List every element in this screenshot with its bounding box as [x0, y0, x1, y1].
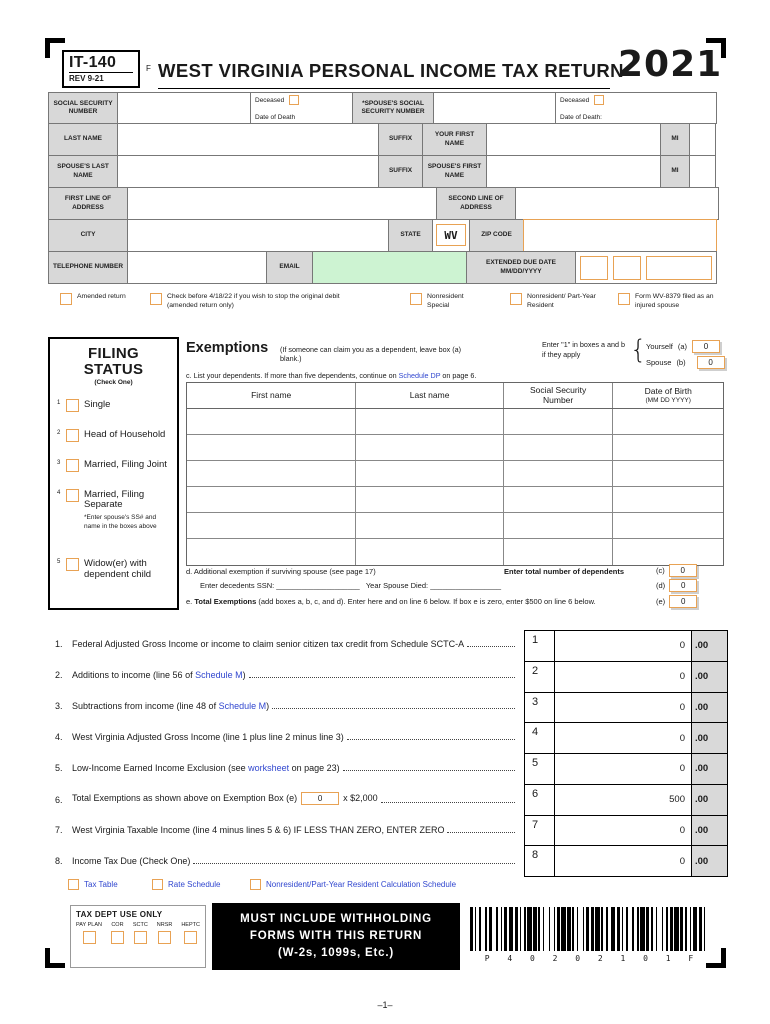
a-tag: (a) — [677, 342, 687, 351]
filing-status-subtitle: (Check One) — [94, 378, 133, 386]
dependent-row — [187, 487, 723, 513]
dependent-row — [187, 461, 723, 487]
yourself-label: Yourself — [646, 342, 673, 351]
ssn-label: SOCIAL SECURITY NUMBER — [48, 92, 118, 124]
deceased-cell — [250, 92, 353, 124]
dep-first-name-input[interactable] — [187, 539, 356, 565]
contact-row — [48, 252, 722, 284]
amended-return-checkbox[interactable] — [60, 293, 72, 305]
exemption-c-input[interactable]: 0 — [669, 564, 697, 577]
line-2: 2. Additions to income (line 56 of Schedule M) — [55, 670, 518, 680]
cor-checkbox[interactable] — [111, 931, 124, 944]
state-input[interactable]: WV — [436, 224, 466, 246]
last-name-input[interactable] — [117, 123, 379, 156]
line-1: 1. Federal Adjusted Gross Income or income to claim senior citizen tax credit from Schedule SCTC-A — [55, 639, 518, 649]
married-separate-note: *Enter spouse's SS# and name in the boxes above — [84, 514, 157, 531]
line4-amount[interactable]: 0 — [679, 732, 685, 744]
exemption-b-input[interactable]: 0 — [697, 356, 725, 369]
flag-nonresident-special — [410, 292, 486, 310]
dep-ssn-input[interactable] — [504, 435, 614, 460]
spouse-label: Spouse — [646, 358, 672, 367]
line6-amount[interactable]: 500 — [669, 794, 685, 806]
flag-injured-spouse — [618, 292, 720, 310]
spouse-name-row — [48, 156, 722, 188]
line6-exemption-count-input[interactable]: 0 — [301, 792, 339, 805]
amount-row-8: 8 0 .00 — [525, 846, 727, 876]
col-ssn: Social Security Number — [504, 383, 614, 408]
line-3: 3. Subtractions from income (line 48 of Schedule M) — [55, 701, 518, 711]
barcode-digits: P 4 0 2 0 2 1 0 1 F — [484, 954, 694, 963]
single-checkbox[interactable] — [66, 399, 79, 412]
page-title: WEST VIRGINIA PERSONAL INCOME TAX RETURN — [158, 60, 610, 89]
amount-row-3: 3 0 .00 — [525, 693, 727, 724]
filing-option-head-of-household: 2 Head of Household — [57, 428, 166, 440]
address1-label: FIRST LINE OF ADDRESS — [48, 187, 128, 220]
dep-dob-input[interactable] — [613, 487, 723, 512]
dependents-total-label: Enter total number of dependents — [504, 567, 625, 576]
rate-schedule-option: Rate Schedule — [152, 879, 220, 890]
dep-ssn-input[interactable] — [504, 513, 614, 538]
exemptions-title: Exemptions — [186, 340, 269, 356]
address1-input[interactable] — [127, 187, 437, 220]
spouse-deceased-label: Deceased — [560, 96, 590, 104]
injured-spouse-checkbox[interactable] — [618, 293, 630, 305]
spouse-date-of-death-label: Date of Death: — [560, 114, 602, 121]
col-last-name: Last name — [356, 383, 503, 408]
flag-label: Form WV-8379 filed as an injured spouse — [635, 293, 714, 310]
amount-row-7: 7 0 .00 — [525, 816, 727, 847]
email-label: EMAIL — [266, 251, 313, 284]
dep-ssn-input[interactable] — [504, 461, 614, 486]
rate-schedule-checkbox[interactable] — [152, 879, 163, 890]
address2-input[interactable] — [515, 187, 719, 220]
telephone-label: TELEPHONE NUMBER — [48, 251, 128, 284]
exemption-e-input[interactable]: 0 — [669, 595, 697, 608]
exemption-a-input[interactable]: 0 — [692, 340, 720, 353]
line-6: 6. Total Exemptions as shown above on Exemption Box (e) 0 x $2,000 — [55, 792, 518, 805]
schedule-m-link[interactable]: Schedule M — [218, 701, 267, 711]
line5-amount[interactable]: 0 — [679, 763, 685, 775]
b-tag: (b) — [676, 358, 686, 367]
extended-year-input[interactable] — [646, 256, 712, 280]
dependent-row — [187, 435, 723, 461]
extended-due-date-label: EXTENDED DUE DATE MM/DD/YYYY — [466, 251, 576, 284]
form-id: IT-140 — [69, 54, 117, 71]
tax-year: 2021 — [618, 44, 723, 85]
exemption-d-input[interactable]: 0 — [669, 579, 697, 592]
page-number: –1– — [377, 1000, 393, 1010]
married-separate-checkbox[interactable] — [66, 489, 79, 502]
spouse-mi-input[interactable] — [689, 155, 716, 188]
line8-amount[interactable]: 0 — [679, 855, 685, 867]
dep-first-name-input[interactable] — [187, 435, 356, 460]
sctc-checkbox[interactable] — [134, 931, 147, 944]
spouse-last-name-input[interactable] — [117, 155, 379, 188]
brace-glyph: { — [630, 335, 647, 365]
ssn-input[interactable] — [117, 92, 251, 124]
flag-label: Nonresident Special — [427, 293, 464, 310]
dependents-instruction: c. List your dependents. If more than five dependents, continue on Schedule DP on page 6. — [186, 371, 477, 380]
city-label: CITY — [48, 219, 128, 252]
spouse-row — [646, 356, 725, 369]
decedent-ssn-line: Enter decedents SSN: ____________________ Year Spouse Died: _________________ — [200, 581, 502, 590]
amount-row-4: 4 0 .00 — [525, 723, 727, 754]
spouse-suffix-label: SUFFIX — [378, 155, 423, 188]
registration-mark-bottom-left — [45, 948, 65, 968]
flag-label: Amended return — [77, 293, 126, 300]
dependent-row — [187, 513, 723, 539]
tax-table-option: Tax Table — [68, 879, 118, 890]
first-name-label: YOUR FIRST NAME — [422, 123, 487, 156]
dep-ssn-input[interactable] — [504, 409, 614, 434]
filing-status-title: FILING STATUS — [83, 345, 144, 378]
married-joint-checkbox[interactable] — [66, 459, 79, 472]
ssn-row — [48, 92, 722, 124]
state-cell — [432, 219, 470, 252]
col-first-name: First name — [187, 383, 356, 408]
line3-amount[interactable]: 0 — [679, 701, 685, 713]
form-id-box — [62, 50, 140, 88]
spouse-first-name-input[interactable] — [486, 155, 661, 188]
dotted-leader — [272, 708, 515, 709]
dep-last-name-input[interactable] — [356, 409, 503, 434]
spouse-mi-label: MI — [660, 155, 690, 188]
head-of-household-checkbox[interactable] — [66, 429, 79, 442]
worksheet-link[interactable]: worksheet — [248, 763, 290, 773]
dept-field-pay-plan: PAY PLAN — [76, 922, 102, 944]
dept-field-sctc: SCTC — [133, 922, 148, 944]
zip-label: ZIP CODE — [469, 219, 524, 252]
exemption-e-row — [656, 595, 697, 608]
line7-amount[interactable]: 0 — [679, 824, 685, 836]
withholding-notice: MUST INCLUDE WITHHOLDING FORMS WITH THIS RETURN (W-2s, 1099s, Etc.) — [212, 903, 460, 970]
dotted-leader — [381, 802, 515, 803]
nonresident-calc-option: Nonresident/Part-Year Resident Calculation Schedule — [250, 879, 456, 890]
flag-label: Check before 4/18/22 if you wish to stop the original debit (amended return only) — [167, 293, 340, 310]
extended-month-input[interactable] — [580, 256, 608, 280]
line1-amount[interactable]: 0 — [679, 640, 685, 652]
widower-checkbox[interactable] — [66, 558, 79, 571]
stop-debit-checkbox[interactable] — [150, 293, 162, 305]
dep-dob-input[interactable] — [613, 461, 723, 486]
deceased-label: Deceased — [255, 96, 285, 104]
d-tag: (d) — [656, 581, 666, 590]
dep-last-name-input[interactable] — [356, 513, 503, 538]
tax-dept-use-only-box — [70, 905, 206, 968]
line-8: 8. Income Tax Due (Check One) — [55, 856, 518, 866]
nonresident-calc-checkbox[interactable] — [250, 879, 261, 890]
dep-last-name-input[interactable] — [356, 539, 503, 565]
c-tag: (c) — [656, 566, 665, 575]
zip-input[interactable] — [523, 219, 717, 252]
dependents-table-header — [187, 383, 723, 409]
spouse-first-name-label: SPOUSE'S FIRST NAME — [422, 155, 487, 188]
form-revision: REV 9-21 — [69, 72, 133, 83]
dotted-leader — [447, 832, 515, 833]
flag-part-year-resident — [510, 292, 598, 310]
flag-amended-return — [60, 292, 138, 305]
surviving-spouse-line: d. Additional exemption if surviving spouse (see page 17) — [186, 567, 376, 576]
enter-one-note: Enter "1" in boxes a and b if they apply — [542, 340, 626, 359]
line-4: 4. West Virginia Adjusted Gross Income (line 1 plus line 2 minus line 3) — [55, 732, 518, 742]
dependents-table — [186, 382, 724, 566]
dep-dob-input[interactable] — [613, 513, 723, 538]
schedule-dp-link[interactable]: Schedule DP — [398, 371, 441, 380]
dep-ssn-input[interactable] — [504, 487, 614, 512]
city-input[interactable] — [127, 219, 389, 252]
mi-label: MI — [660, 123, 690, 156]
telephone-input[interactable] — [127, 251, 267, 284]
spouse-ssn-input[interactable] — [433, 92, 556, 124]
dep-last-name-input[interactable] — [356, 487, 503, 512]
deceased-checkbox[interactable] — [289, 95, 299, 105]
date-of-death-label: Date of Death — [255, 114, 296, 121]
dept-field-nrsr: NRSR — [157, 922, 173, 944]
filing-option-married-separate: 4 Married, Filing Separate — [57, 488, 145, 511]
dotted-leader — [249, 677, 515, 678]
dotted-leader — [347, 739, 515, 740]
amounts-block — [524, 630, 728, 877]
spouse-ssn-label: *SPOUSE'S SOCIAL SECURITY NUMBER — [352, 92, 434, 124]
heptc-checkbox[interactable] — [184, 931, 197, 944]
tax-table-checkbox[interactable] — [68, 879, 79, 890]
suffix-label: SUFFIX — [378, 123, 423, 156]
amount-row-5: 5 0 .00 — [525, 754, 727, 785]
dep-first-name-input[interactable] — [187, 409, 356, 434]
flag-label: Nonresident/ Part-Year Resident — [527, 293, 596, 310]
total-exemptions-line: e. Total Exemptions (add boxes a, b, c, and d). Enter here and on line 6 below. If box e is zero, enter $500 on line 6 below. — [186, 597, 596, 606]
f-marker: F — [146, 64, 151, 73]
dotted-leader — [193, 863, 515, 864]
dept-field-heptc: HEPTC — [181, 922, 200, 944]
filing-status-box — [48, 337, 179, 610]
col-dob: Date of Birth (MM DD YYYY) — [644, 385, 692, 404]
dep-dob-input[interactable] — [613, 435, 723, 460]
name-row — [48, 124, 722, 156]
dependent-row — [187, 409, 723, 435]
yourself-row — [646, 340, 720, 353]
spouse-deceased-cell — [555, 92, 717, 124]
filing-option-single: 1 Single — [57, 398, 111, 410]
barcode — [470, 907, 708, 951]
dept-field-cor: COR — [111, 922, 124, 944]
registration-mark-bottom-right — [706, 948, 726, 968]
filing-option-widower: 5 Widow(er) with dependent child — [57, 557, 152, 580]
flag-stop-debit — [150, 292, 370, 310]
amount-row-2: 2 0 .00 — [525, 662, 727, 693]
dep-dob-input[interactable] — [613, 409, 723, 434]
dependent-row — [187, 539, 723, 565]
address-row — [48, 188, 722, 220]
email-input[interactable] — [312, 251, 467, 284]
dep-first-name-input[interactable] — [187, 513, 356, 538]
exemption-c-row — [656, 564, 697, 577]
exemption-d-row — [656, 579, 697, 592]
taxpayer-identity-grid — [48, 92, 722, 284]
dep-first-name-input[interactable] — [187, 461, 356, 486]
schedule-m-link[interactable]: Schedule M — [195, 670, 243, 680]
dep-last-name-input[interactable] — [356, 435, 503, 460]
exemptions-claim-note: (If someone can claim you as a dependent, leave box (a) blank.) — [280, 345, 461, 363]
dotted-leader — [467, 646, 515, 647]
part-year-resident-checkbox[interactable] — [510, 293, 522, 305]
state-label: STATE — [388, 219, 433, 252]
amount-row-1: 1 0 .00 — [525, 631, 727, 662]
dep-dob-input[interactable] — [613, 539, 723, 565]
spouse-last-name-label: SPOUSE'S LAST NAME — [48, 155, 118, 188]
dep-last-name-input[interactable] — [356, 461, 503, 486]
spouse-deceased-checkbox[interactable] — [594, 95, 604, 105]
nrsr-checkbox[interactable] — [158, 931, 171, 944]
line-5: 5. Low-Income Earned Income Exclusion (see worksheet on page 23) — [55, 763, 518, 773]
extended-day-input[interactable] — [613, 256, 641, 280]
extended-due-date-cell — [575, 251, 717, 284]
amount-row-6: 6 500 .00 — [525, 785, 727, 816]
line2-amount[interactable]: 0 — [679, 671, 685, 683]
pay-plan-checkbox[interactable] — [83, 931, 96, 944]
line-7: 7. West Virginia Taxable Income (line 4 minus lines 5 & 6) IF LESS THAN ZERO, ENTER ZERO — [55, 825, 518, 835]
first-name-input[interactable] — [486, 123, 661, 156]
dept-title: TAX DEPT USE ONLY — [76, 910, 163, 919]
filing-option-married-joint: 3 Married, Filing Joint — [57, 458, 167, 470]
last-name-label: LAST NAME — [48, 123, 118, 156]
mi-input[interactable] — [689, 123, 716, 156]
nonresident-special-checkbox[interactable] — [410, 293, 422, 305]
dep-first-name-input[interactable] — [187, 487, 356, 512]
dotted-leader — [343, 770, 515, 771]
dep-ssn-input[interactable] — [504, 539, 614, 565]
address2-label: SECOND LINE OF ADDRESS — [436, 187, 516, 220]
city-state-zip-row — [48, 220, 722, 252]
e-tag: (e) — [656, 597, 666, 606]
